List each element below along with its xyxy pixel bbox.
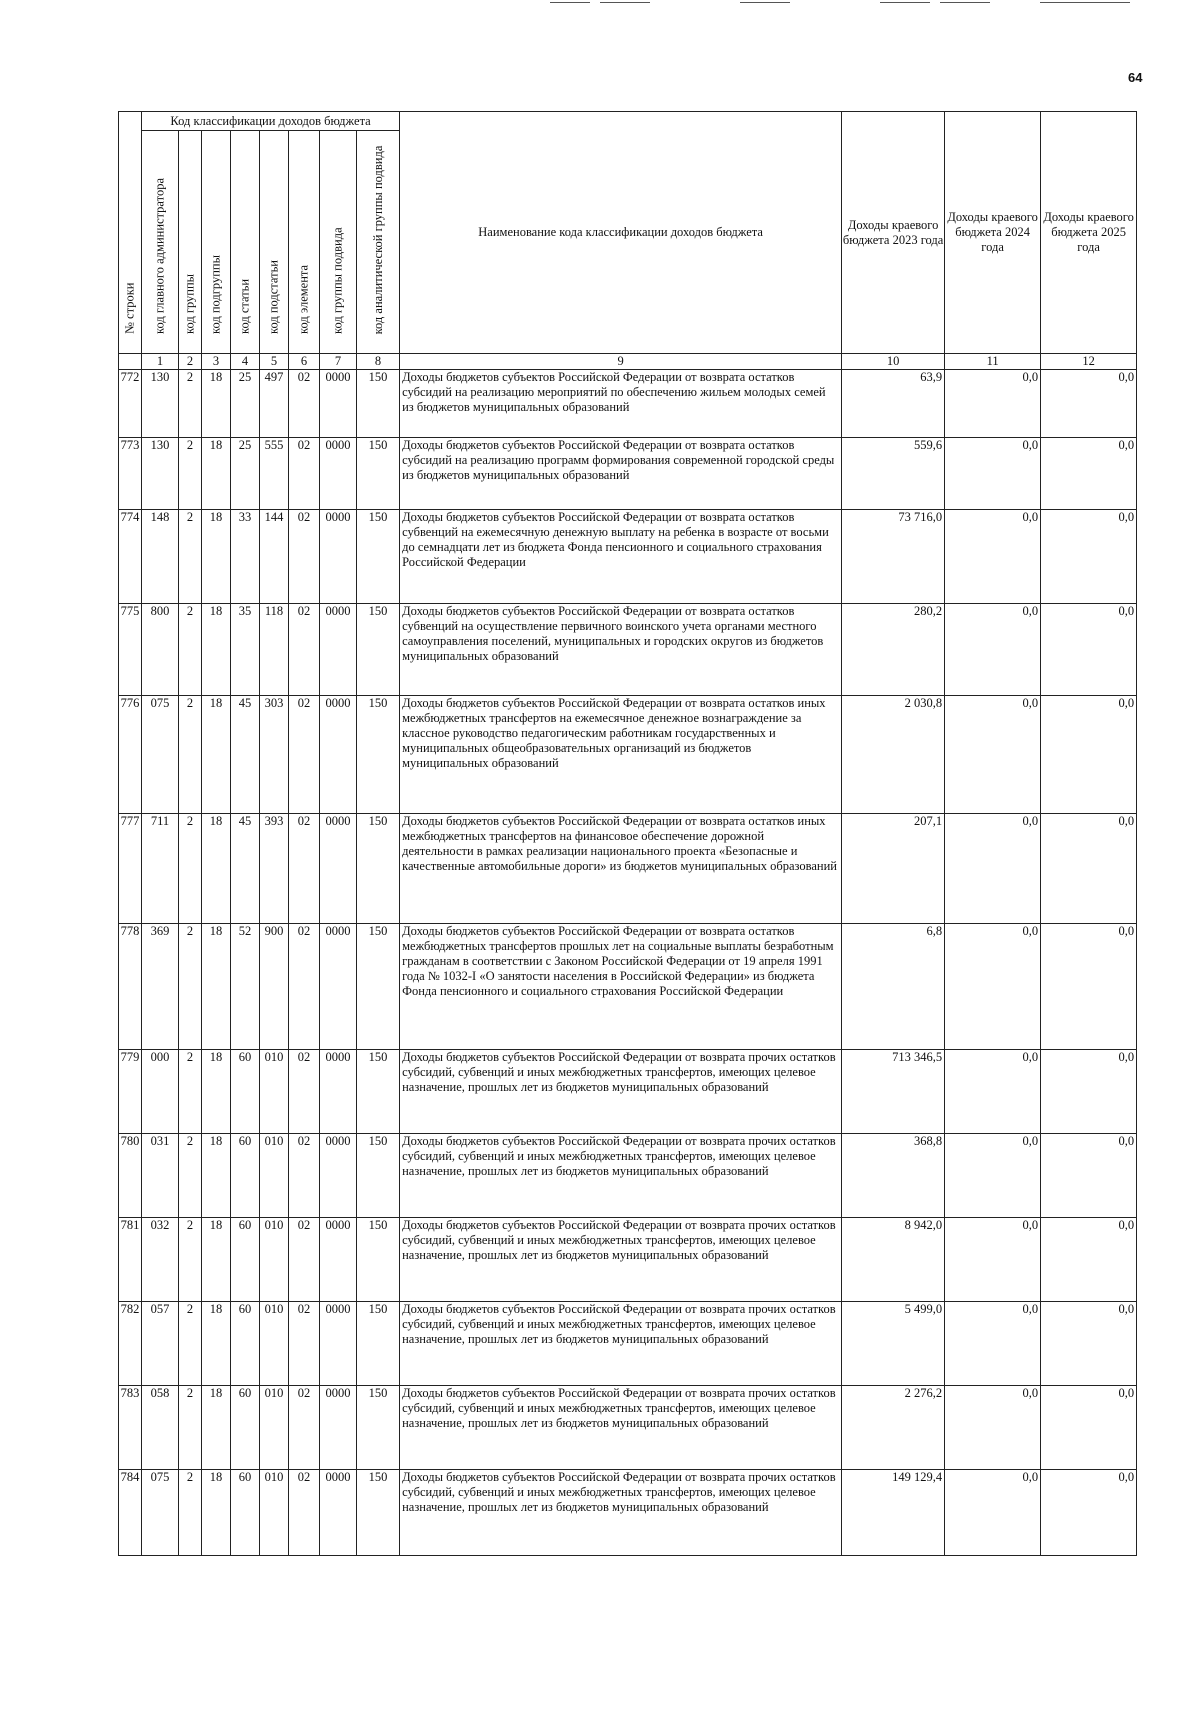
- code-cell: 2: [179, 1302, 202, 1386]
- code-cell: 60: [231, 1470, 260, 1556]
- row-number-cell: 774: [119, 510, 142, 604]
- header-row-number: № строки: [119, 112, 142, 354]
- code-cell: 010: [260, 1470, 289, 1556]
- code-cell: 075: [142, 1470, 179, 1556]
- income-2025-cell: 0,0: [1041, 1302, 1137, 1386]
- table-row: [119, 814, 1137, 924]
- code-cell: 2: [179, 1386, 202, 1470]
- income-2025-cell: 0,0: [1041, 696, 1137, 814]
- code-cell: 555: [260, 438, 289, 510]
- column-number: 7: [320, 354, 357, 370]
- name-cell: Доходы бюджетов субъектов Российской Федерации от возврата остатков иных межбюджетных трансфертов на ежемесячное денежное вознаграждение за классное руководство педагогическим работникам государственных и муниципальных общеобразовательных организаций из бюджетов муниципальных образований: [400, 696, 842, 814]
- code-cell: 369: [142, 924, 179, 1050]
- income-2023-cell: 149 129,4: [842, 1470, 945, 1556]
- code-cell: 18: [202, 1386, 231, 1470]
- code-cell: 148: [142, 510, 179, 604]
- code-cell: 02: [289, 814, 320, 924]
- row-number-cell: 780: [119, 1134, 142, 1218]
- code-cell: 18: [202, 370, 231, 438]
- page-number: 64: [1128, 70, 1143, 85]
- code-cell: 45: [231, 814, 260, 924]
- income-2024-cell: 0,0: [945, 604, 1041, 696]
- table-row: [119, 604, 1137, 696]
- code-cell: 2: [179, 1218, 202, 1302]
- code-cell: 150: [357, 1218, 400, 1302]
- name-cell: Доходы бюджетов субъектов Российской Федерации от возврата остатков субвенций на ежемесячную денежную выплату на ребенка в возрасте от восьми до семнадцати лет из бюджета Фонда пенсионного и социального страхования Российской Федерации: [400, 510, 842, 604]
- table-row: [119, 1386, 1137, 1470]
- header-code-subarticle: код подстатьи: [260, 131, 289, 354]
- column-number: 11: [945, 354, 1041, 370]
- code-cell: 0000: [320, 604, 357, 696]
- code-cell: 2: [179, 1050, 202, 1134]
- name-cell: Доходы бюджетов субъектов Российской Федерации от возврата остатков субвенций на осуществление первичного воинского учета органами местного самоуправления поселений, муниципальных и городских округов из бюджетов муниципальных образований: [400, 604, 842, 696]
- header-code-analytic-group: код аналитической группы подвида: [357, 131, 400, 354]
- income-2023-cell: 559,6: [842, 438, 945, 510]
- code-cell: 118: [260, 604, 289, 696]
- income-2024-cell: 0,0: [945, 438, 1041, 510]
- code-cell: 144: [260, 510, 289, 604]
- header-code-article: код статьи: [231, 131, 260, 354]
- column-number: 12: [1041, 354, 1137, 370]
- code-cell: 02: [289, 1302, 320, 1386]
- column-number-row: [119, 354, 1137, 370]
- row-number-cell: 778: [119, 924, 142, 1050]
- income-2025-cell: 0,0: [1041, 604, 1137, 696]
- row-number-cell: 779: [119, 1050, 142, 1134]
- income-2024-cell: 0,0: [945, 696, 1041, 814]
- income-2024-cell: 0,0: [945, 1050, 1041, 1134]
- code-cell: 032: [142, 1218, 179, 1302]
- column-number: 6: [289, 354, 320, 370]
- code-cell: 130: [142, 438, 179, 510]
- code-cell: 18: [202, 1134, 231, 1218]
- code-cell: 60: [231, 1218, 260, 1302]
- code-cell: 303: [260, 696, 289, 814]
- code-cell: 150: [357, 438, 400, 510]
- column-number: 1: [142, 354, 179, 370]
- code-cell: 02: [289, 370, 320, 438]
- income-2025-cell: 0,0: [1041, 1470, 1137, 1556]
- row-number-cell: 781: [119, 1218, 142, 1302]
- code-cell: 150: [357, 1050, 400, 1134]
- header-code-subtype-group: код группы подвида: [320, 131, 357, 354]
- code-cell: 02: [289, 1386, 320, 1470]
- column-number: 5: [260, 354, 289, 370]
- income-2025-cell: 0,0: [1041, 1050, 1137, 1134]
- code-cell: 2: [179, 510, 202, 604]
- table-row: [119, 924, 1137, 1050]
- code-cell: 900: [260, 924, 289, 1050]
- row-number-cell: 784: [119, 1470, 142, 1556]
- column-number: 4: [231, 354, 260, 370]
- code-cell: 075: [142, 696, 179, 814]
- code-cell: 02: [289, 1218, 320, 1302]
- income-2024-cell: 0,0: [945, 1218, 1041, 1302]
- header-income-2023: Доходы краевого бюджета 2023 года: [842, 112, 945, 354]
- row-number-cell: 776: [119, 696, 142, 814]
- code-cell: 150: [357, 1302, 400, 1386]
- code-cell: 18: [202, 604, 231, 696]
- code-cell: 2: [179, 604, 202, 696]
- row-number-cell: 777: [119, 814, 142, 924]
- income-2024-cell: 0,0: [945, 814, 1041, 924]
- code-cell: 25: [231, 438, 260, 510]
- code-cell: 0000: [320, 370, 357, 438]
- header-code-group: Код классификации доходов бюджета: [142, 112, 400, 131]
- code-cell: 0000: [320, 438, 357, 510]
- income-2024-cell: 0,0: [945, 1302, 1041, 1386]
- code-cell: 150: [357, 696, 400, 814]
- row-number-cell: 775: [119, 604, 142, 696]
- code-cell: 130: [142, 370, 179, 438]
- table-row: [119, 1218, 1137, 1302]
- code-cell: 02: [289, 438, 320, 510]
- income-2024-cell: 0,0: [945, 1134, 1041, 1218]
- column-number: 3: [202, 354, 231, 370]
- name-cell: Доходы бюджетов субъектов Российской Федерации от возврата остатков иных межбюджетных трансфертов на финансовое обеспечение дорожной деятельности в рамках реализации национального проекта «Безопасные и качественные автомобильные дороги» из бюджетов муниципальных образований: [400, 814, 842, 924]
- code-cell: 0000: [320, 1134, 357, 1218]
- income-2023-cell: 6,8: [842, 924, 945, 1050]
- header-code-admin: код главного администратора: [142, 131, 179, 354]
- code-cell: 60: [231, 1050, 260, 1134]
- scan-top-marks: [520, 0, 1140, 6]
- header-income-2024: Доходы краевого бюджета 2024 года: [945, 112, 1041, 354]
- name-cell: Доходы бюджетов субъектов Российской Федерации от возврата прочих остатков субсидий, субвенций и иных межбюджетных трансфертов, имеющих целевое назначение, прошлых лет из бюджетов муниципальных образований: [400, 1050, 842, 1134]
- table-row: [119, 1470, 1137, 1556]
- income-2025-cell: 0,0: [1041, 510, 1137, 604]
- code-cell: 02: [289, 510, 320, 604]
- code-cell: 0000: [320, 510, 357, 604]
- code-cell: 18: [202, 924, 231, 1050]
- code-cell: 010: [260, 1050, 289, 1134]
- income-2023-cell: 73 716,0: [842, 510, 945, 604]
- income-2025-cell: 0,0: [1041, 1134, 1137, 1218]
- income-2024-cell: 0,0: [945, 924, 1041, 1050]
- code-cell: 2: [179, 438, 202, 510]
- income-2023-cell: 2 030,8: [842, 696, 945, 814]
- code-cell: 18: [202, 1302, 231, 1386]
- code-cell: 031: [142, 1134, 179, 1218]
- code-cell: 0000: [320, 696, 357, 814]
- code-cell: 2: [179, 696, 202, 814]
- table-body: [119, 370, 1137, 1556]
- table-row: [119, 696, 1137, 814]
- income-2023-cell: 5 499,0: [842, 1302, 945, 1386]
- column-number: 9: [400, 354, 842, 370]
- code-cell: 0000: [320, 1218, 357, 1302]
- income-2025-cell: 0,0: [1041, 1386, 1137, 1470]
- code-cell: 25: [231, 370, 260, 438]
- code-cell: 057: [142, 1302, 179, 1386]
- code-cell: 0000: [320, 814, 357, 924]
- income-2023-cell: 713 346,5: [842, 1050, 945, 1134]
- income-2023-cell: 8 942,0: [842, 1218, 945, 1302]
- code-cell: 0000: [320, 1302, 357, 1386]
- code-cell: 150: [357, 510, 400, 604]
- header-code-element: код элемента: [289, 131, 320, 354]
- code-cell: 18: [202, 1218, 231, 1302]
- code-cell: 02: [289, 1050, 320, 1134]
- column-number: 10: [842, 354, 945, 370]
- row-number-cell: 782: [119, 1302, 142, 1386]
- code-cell: 60: [231, 1386, 260, 1470]
- code-cell: 150: [357, 1134, 400, 1218]
- code-cell: 2: [179, 924, 202, 1050]
- income-2025-cell: 0,0: [1041, 370, 1137, 438]
- income-2025-cell: 0,0: [1041, 438, 1137, 510]
- code-cell: 058: [142, 1386, 179, 1470]
- name-cell: Доходы бюджетов субъектов Российской Федерации от возврата прочих остатков субсидий, субвенций и иных межбюджетных трансфертов, имеющих целевое назначение, прошлых лет из бюджетов муниципальных образований: [400, 1302, 842, 1386]
- code-cell: 000: [142, 1050, 179, 1134]
- code-cell: 60: [231, 1134, 260, 1218]
- header-name-column: Наименование кода классификации доходов бюджета: [400, 112, 842, 354]
- code-cell: 393: [260, 814, 289, 924]
- code-cell: 150: [357, 370, 400, 438]
- code-cell: 33: [231, 510, 260, 604]
- code-cell: 150: [357, 1470, 400, 1556]
- table-row: [119, 510, 1137, 604]
- name-cell: Доходы бюджетов субъектов Российской Федерации от возврата остатков субсидий на реализацию мероприятий по обеспечению жильем молодых семей из бюджетов муниципальных образований: [400, 370, 842, 438]
- code-cell: 02: [289, 1134, 320, 1218]
- code-cell: 2: [179, 1470, 202, 1556]
- code-cell: 010: [260, 1386, 289, 1470]
- name-cell: Доходы бюджетов субъектов Российской Федерации от возврата прочих остатков субсидий, субвенций и иных межбюджетных трансфертов, имеющих целевое назначение, прошлых лет из бюджетов муниципальных образований: [400, 1470, 842, 1556]
- income-2025-cell: 0,0: [1041, 924, 1137, 1050]
- name-cell: Доходы бюджетов субъектов Российской Федерации от возврата прочих остатков субсидий, субвенций и иных межбюджетных трансфертов, имеющих целевое назначение, прошлых лет из бюджетов муниципальных образований: [400, 1134, 842, 1218]
- code-cell: 18: [202, 1470, 231, 1556]
- code-cell: 150: [357, 604, 400, 696]
- table-row: [119, 1134, 1137, 1218]
- name-cell: Доходы бюджетов субъектов Российской Федерации от возврата остатков межбюджетных трансфертов прошлых лет на социальные выплаты безработным гражданам в соответствии с Законом Российской Федерации от 19 апреля 1991 года № 1032-I «О занятости населения в Российской Федерации» из бюджета Фонда пенсионного и социального страхования Российской Федерации: [400, 924, 842, 1050]
- income-2025-cell: 0,0: [1041, 1218, 1137, 1302]
- name-cell: Доходы бюджетов субъектов Российской Федерации от возврата прочих остатков субсидий, субвенций и иных межбюджетных трансфертов, имеющих целевое назначение, прошлых лет из бюджетов муниципальных образований: [400, 1218, 842, 1302]
- code-cell: 711: [142, 814, 179, 924]
- code-cell: 150: [357, 814, 400, 924]
- code-cell: 02: [289, 696, 320, 814]
- income-2023-cell: 368,8: [842, 1134, 945, 1218]
- income-2023-cell: 2 276,2: [842, 1386, 945, 1470]
- row-number-cell: 772: [119, 370, 142, 438]
- code-cell: 800: [142, 604, 179, 696]
- header-code-group-col: код группы: [179, 131, 202, 354]
- code-cell: 0000: [320, 1470, 357, 1556]
- income-2023-cell: 63,9: [842, 370, 945, 438]
- code-cell: 2: [179, 1134, 202, 1218]
- code-cell: 150: [357, 1386, 400, 1470]
- code-cell: 150: [357, 924, 400, 1050]
- code-cell: 010: [260, 1134, 289, 1218]
- budget-income-table: [118, 111, 1137, 1556]
- row-number-cell: 783: [119, 1386, 142, 1470]
- code-cell: 35: [231, 604, 260, 696]
- code-cell: 45: [231, 696, 260, 814]
- code-cell: 18: [202, 510, 231, 604]
- income-2023-cell: 207,1: [842, 814, 945, 924]
- income-2024-cell: 0,0: [945, 370, 1041, 438]
- code-cell: 60: [231, 1302, 260, 1386]
- income-2024-cell: 0,0: [945, 1470, 1041, 1556]
- income-2023-cell: 280,2: [842, 604, 945, 696]
- name-cell: Доходы бюджетов субъектов Российской Федерации от возврата остатков субсидий на реализацию программ формирования современной городской среды из бюджетов муниципальных образований: [400, 438, 842, 510]
- row-number-cell: 773: [119, 438, 142, 510]
- code-cell: 010: [260, 1302, 289, 1386]
- code-cell: 02: [289, 1470, 320, 1556]
- code-cell: 0000: [320, 1050, 357, 1134]
- header-code-subgroup: код подгруппы: [202, 131, 231, 354]
- column-number: 8: [357, 354, 400, 370]
- table-row: [119, 438, 1137, 510]
- code-cell: 52: [231, 924, 260, 1050]
- code-cell: 2: [179, 814, 202, 924]
- income-2024-cell: 0,0: [945, 1386, 1041, 1470]
- code-cell: 497: [260, 370, 289, 438]
- table-row: [119, 1050, 1137, 1134]
- code-cell: 18: [202, 438, 231, 510]
- code-cell: 18: [202, 814, 231, 924]
- code-cell: 18: [202, 696, 231, 814]
- income-2024-cell: 0,0: [945, 510, 1041, 604]
- name-cell: Доходы бюджетов субъектов Российской Федерации от возврата прочих остатков субсидий, субвенций и иных межбюджетных трансфертов, имеющих целевое назначение, прошлых лет из бюджетов муниципальных образований: [400, 1386, 842, 1470]
- code-cell: 2: [179, 370, 202, 438]
- column-number-blank: [119, 354, 142, 370]
- income-2025-cell: 0,0: [1041, 814, 1137, 924]
- code-cell: 0000: [320, 1386, 357, 1470]
- code-cell: 0000: [320, 924, 357, 1050]
- code-cell: 18: [202, 1050, 231, 1134]
- table-row: [119, 370, 1137, 438]
- column-number: 2: [179, 354, 202, 370]
- header-income-2025: Доходы краевого бюджета 2025 года: [1041, 112, 1137, 354]
- code-cell: 010: [260, 1218, 289, 1302]
- code-cell: 02: [289, 604, 320, 696]
- table-row: [119, 1302, 1137, 1386]
- code-cell: 02: [289, 924, 320, 1050]
